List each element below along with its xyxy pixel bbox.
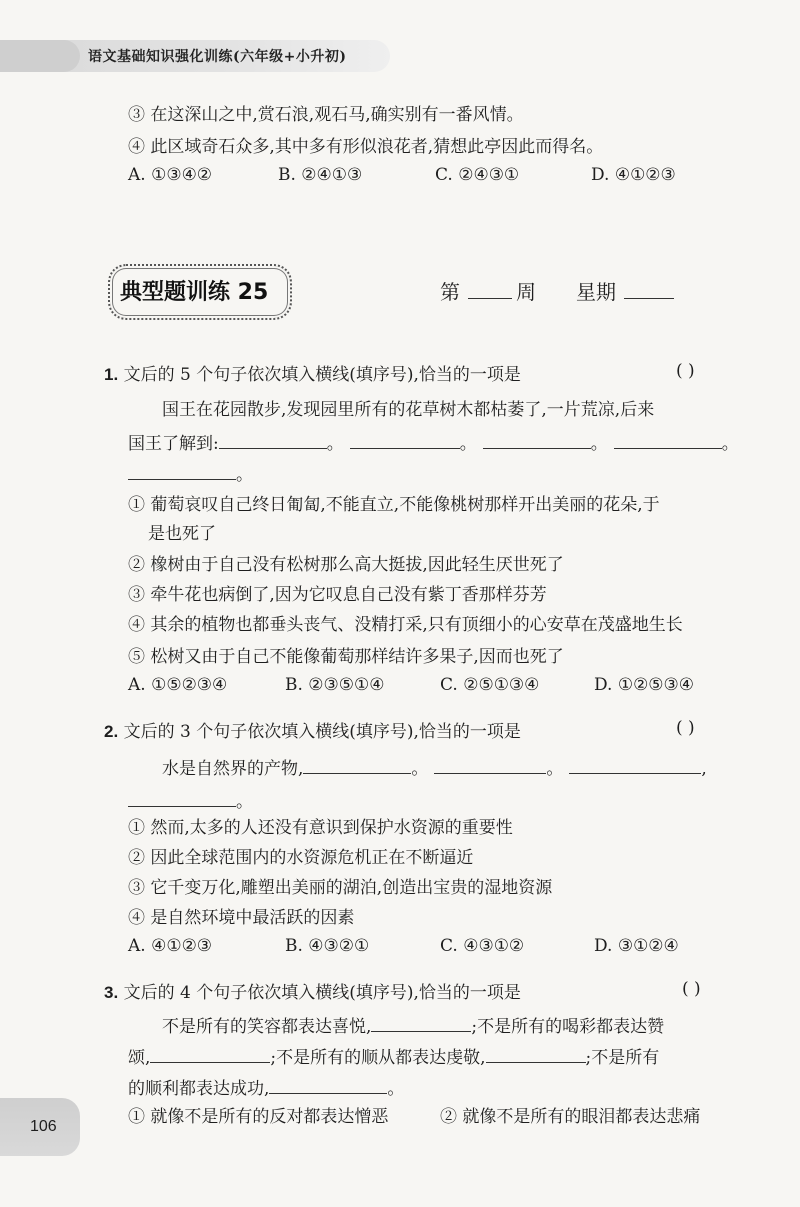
option-d: D. ①②⑤③④ [594,675,695,695]
q3-answer-paren: ( ) [682,979,701,999]
q2-number: 2. [104,722,119,741]
q1-item-5: ⑤ 松树又由于自己不能像葡萄那样结许多果子,因而也死了 [128,647,564,667]
q1-stem-text: 文后的 5 个句子依次填入横线(填序号),恰当的一项是 [123,365,521,385]
q1-answer-paren: ( ) [676,361,695,381]
header-tab-notch [0,40,80,72]
q2-stem [104,720,521,744]
option-c: C. ②⑤①③④ [440,675,540,695]
q1-item-1-cont: 是也死了 [148,524,216,544]
q3-blank-3 [486,1044,586,1063]
q2-blank-4 [128,788,236,807]
option-b: B. ④③②① [285,936,370,956]
q1-text-line3 [128,461,253,487]
q1-item-2: ② 橡树由于自己没有松树那么高大挺拔,因此轻生厌世死了 [128,555,564,575]
option-b: B. ②④①③ [278,165,363,185]
q3-item-2: ② 就像不是所有的眼泪都表达悲痛 [440,1107,701,1127]
q2-item-4: ④ 是自然环境中最活跃的因素 [128,908,355,928]
section-title: 典型题训练 25 [120,280,269,305]
option-a: A. ④①②③ [128,936,213,956]
q1-item-1: ① 葡萄哀叹自己终日匍匐,不能直立,不能像桃树那样开出美丽的花朵,于 [128,495,660,515]
period: 。 [236,792,253,812]
q3-stem [104,981,521,1005]
q1-text-line2 [128,430,739,456]
q3-item-1: ① 就像不是所有的反对都表达憎恶 [128,1107,389,1127]
option-d: D. ④①②③ [591,165,676,185]
period: 。 [236,465,253,485]
q3-text-part: ;不是所有的顺从都表达虔敬, [270,1048,486,1068]
period: 。 [411,759,429,779]
q2-options [128,936,738,960]
q2-text-line1 [162,755,707,781]
week-label-zhou: 周 [516,280,536,304]
q2-item-3: ③ 它千变万化,雕塑出美丽的湖泊,创造出宝贵的湿地资源 [128,878,553,898]
q3-stem-text: 文后的 4 个句子依次填入横线(填序号),恰当的一项是 [123,983,521,1003]
q2-blank-2 [434,755,546,774]
weekday-blank [624,298,674,299]
q2-blank-1 [303,755,411,774]
q1-blank-5 [128,461,236,480]
q3-text-line1 [162,1013,664,1039]
page-number: 106 [30,1118,57,1135]
option-c: C. ②④③① [435,165,520,185]
q2-answer-paren: ( ) [676,718,695,738]
q3-text-line3 [128,1075,404,1101]
option-a: A. ①③④② [128,165,213,185]
period: 。 [387,1079,405,1099]
q3-blank-1 [371,1013,471,1032]
q1-blank-3 [483,430,591,449]
option-b: B. ②③⑤①④ [285,675,385,695]
top-options [128,165,728,189]
option-d: D. ③①②④ [594,936,679,956]
q1-options [128,675,738,699]
q2-item-1: ① 然而,太多的人还没有意识到保护水资源的重要性 [128,818,513,838]
period: 。 [326,434,344,454]
period: 。 [546,759,564,779]
top-item-3: ③ 在这深山之中,赏石浪,观石马,确实别有一番风情。 [128,105,524,125]
q1-text-prefix: 国王了解到: [128,434,219,454]
comma: , [701,759,707,779]
q3-blank-2 [150,1044,270,1063]
week-label-di: 第 [440,280,460,304]
q3-text-part: ;不是所有 [585,1048,660,1068]
q3-number: 3. [104,983,119,1002]
q1-stem [104,363,521,387]
q1-item-3: ③ 牵牛花也病倒了,因为它叹息自己没有紫丁香那样芬芳 [128,585,547,605]
period: 。 [721,434,739,454]
top-item-4: ④ 此区域奇石众多,其中多有形似浪花者,猜想此亭因此而得名。 [128,137,604,157]
q2-blank-3 [569,755,701,774]
q2-text-line2 [128,788,253,814]
q1-number: 1. [104,365,119,384]
q1-blank-2 [350,430,460,449]
q3-text-part: 的顺利都表达成功, [128,1079,270,1099]
q2-item-2: ② 因此全球范围内的水资源危机正在不断逼近 [128,848,474,868]
period: 。 [459,434,477,454]
q3-text-part: 颂, [128,1048,151,1068]
option-c: C. ④③①② [440,936,525,956]
q1-blank-4 [614,430,722,449]
week-blank [468,298,512,299]
option-a: A. ①⑤②③④ [128,675,228,695]
q2-text-prefix: 水是自然界的产物, [162,759,304,779]
q1-text-line1: 国王在花园散步,发现园里所有的花草树木都枯萎了,一片荒凉,后来 [162,400,655,420]
q2-stem-text: 文后的 3 个句子依次填入横线(填序号),恰当的一项是 [123,722,521,742]
period: 。 [590,434,608,454]
q3-text-part: 不是所有的笑容都表达喜悦, [162,1017,372,1037]
q1-blank-1 [219,430,327,449]
book-title: 语文基础知识强化训练(六年级+小升初) [88,49,347,65]
q3-text-part: ;不是所有的喝彩都表达赞 [471,1017,665,1037]
q3-text-line2 [128,1044,659,1070]
week-label-xingqi: 星期 [576,280,616,304]
q3-blank-4 [269,1075,387,1094]
q1-item-4: ④ 其余的植物也都垂头丧气、没精打采,只有顶细小的心安草在茂盛地生长 [128,615,683,635]
